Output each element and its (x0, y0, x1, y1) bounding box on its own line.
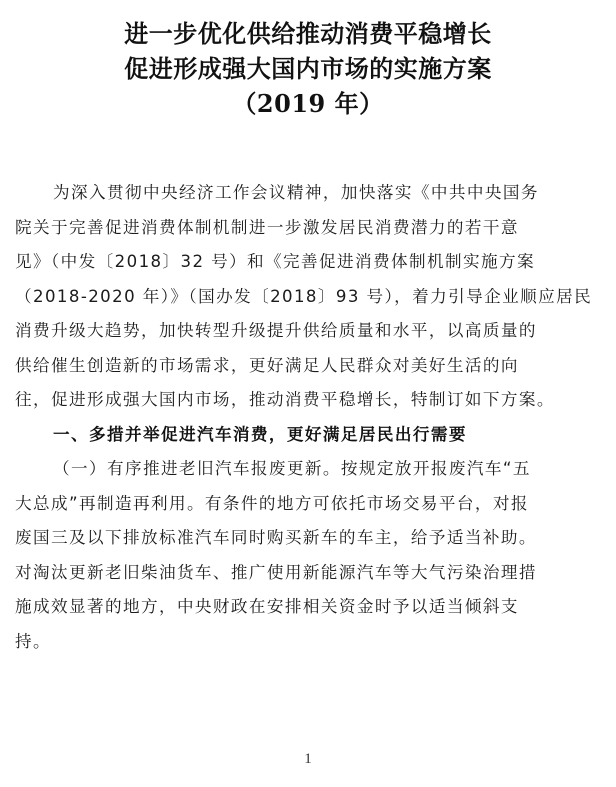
body-line: 大总成”再制造再利用。有条件的地方可依托市场交易平台，对报 (15, 493, 529, 513)
body-line: 院关于完善促进消费体制机制进一步激发居民消费潜力的若干意 (15, 217, 519, 237)
body-line: 为深入贯彻中央经济工作会议精神，加快落实《中共中央国务 (53, 183, 539, 202)
body-line: 见》（中发〔2018〕32 号）和《完善促进消费体制机制实施方案 (15, 252, 535, 271)
body-line: 往，促进形成强大国内市场，推动消费平稳增长，特制订如下方案。 (15, 390, 555, 409)
body-line: （2018-2020 年）》（国办发〔2018〕93 号），着力引导企业顺应居民 (15, 286, 593, 306)
title-line-2: 促进形成强大国内市场的实施方案 (124, 54, 492, 83)
body-line: （一）有序推进老旧汽车报废更新。按规定放开报废汽车“五 (53, 459, 531, 478)
body-line: 对淘汰更新老旧柴油货车、推广使用新能源汽车等大气污染治理措 (15, 562, 537, 582)
body-line: 持。 (15, 631, 51, 651)
document-body (15, 176, 601, 659)
body-line: 施成效显著的地方，中央财政在安排相关资金时予以适当倾斜支 (15, 597, 519, 616)
title-line-1: 进一步优化供给推动消费平稳增长 (124, 19, 492, 48)
document-title (0, 16, 616, 121)
page-number: 1 (304, 751, 312, 767)
body-line: 供给催生创造新的市场需求，更好满足人民群众对美好生活的向 (15, 355, 519, 375)
title-line-year: （2019 年） (232, 89, 384, 118)
body-line: 消费升级大趋势，加快转型升级提升供给质量和水平，以高质量的 (15, 321, 537, 340)
section-heading: 一、多措并举促进汽车消费，更好满足居民出行需要 (53, 424, 467, 444)
body-line: 废国三及以下排放标准汽车同时购买新车的车主，给予适当补助。 (15, 528, 537, 547)
